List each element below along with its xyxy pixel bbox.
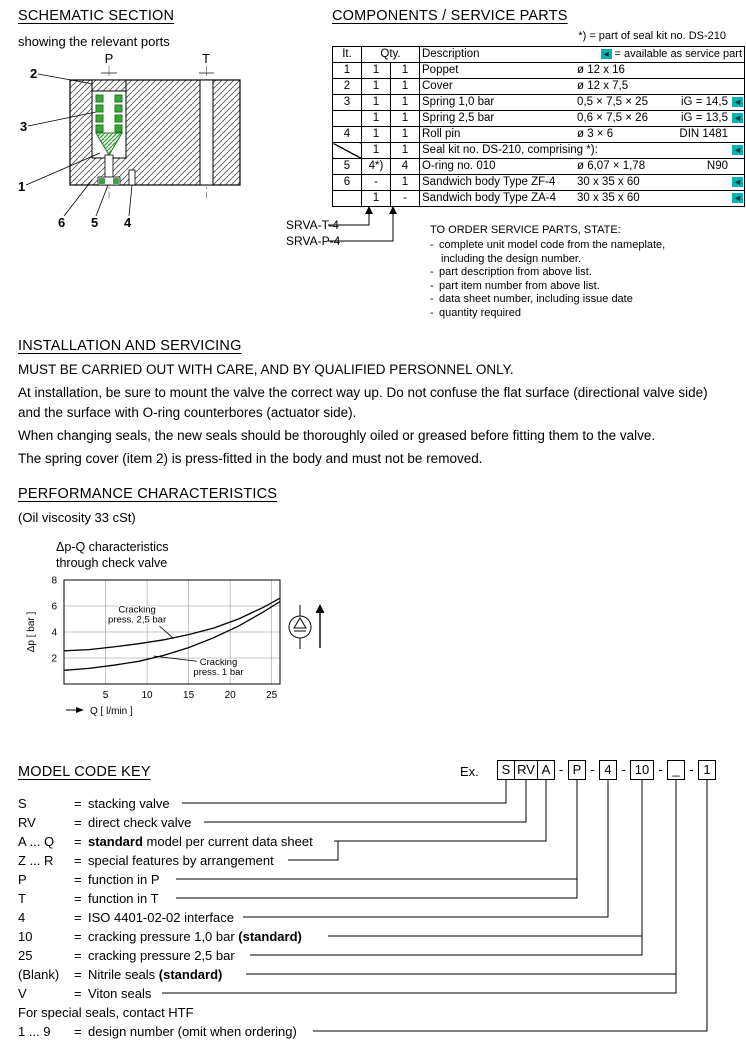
qty-p-cell: 1 [391,111,420,127]
svg-text:5: 5 [102,690,109,701]
parts-table-header [333,47,745,63]
qty-t-cell: 1 [362,63,391,79]
service-part-note-text: = available as service part [614,48,742,60]
variant-srva-t: SRVA-T-4 [286,218,339,232]
desc-cell: Cover ø 12 x 7,5 [420,79,745,95]
installation-paragraph: At installation, be sure to mount the valve the correct way up. Do not confuse the flat surface (directional valve side) and the surface with O-ring counterbores (actuator side). [18,385,708,420]
model-code-box-interface: 4 [599,760,617,780]
header-description [420,47,745,63]
item-cell [333,111,362,127]
model-code-key-list [18,794,438,1041]
variant-column-arrows [328,203,438,251]
performance-title: PERFORMANCE CHARACTERISTICS [18,486,278,502]
svg-text:press. 1 bar: press. 1 bar [193,667,244,679]
key-row: 10 = cracking pressure 1,0 bar (standard) [18,929,302,944]
model-code-box-valve-type: RV [514,760,538,780]
desc-cell: Roll pin ø 3 × 6 DIN 1481 [420,127,745,143]
model-code-box-function: P [568,760,586,780]
model-code-box-pressure: 10 [630,760,654,780]
schematic-drawing [12,50,272,235]
qty-t-cell: 1 [362,79,391,95]
components-title: COMPONENTS / SERVICE PARTS [332,8,568,24]
seal-kit-note: *) = part of seal kit no. DS-210 [578,30,726,42]
key-row: 4 = ISO 4401-02-02 interface [18,910,234,925]
order-item: - complete unit model code from the nameplate, [430,239,666,251]
table-row [333,127,745,143]
installation-paragraph: MUST BE CARRIED OUT WITH CARE, AND BY QUALIFIED PERSONNEL ONLY. [18,362,514,377]
item-cell [333,143,362,159]
item-cell: 1 [333,63,362,79]
desc-cell: Spring 2,5 bar 0,6 × 7,5 × 26 iG = 13,5 ◄ [420,111,745,127]
item-callout-2: 2 [30,66,38,81]
oring-part [100,179,105,184]
desc-cell: O-ring no. 010 ø 6,07 × 1,78 N90 [420,159,745,175]
order-item-cont: including the design number. [441,252,582,265]
svg-text:press. 2,5 bar: press. 2,5 bar [108,614,167,626]
viscosity-note: (Oil viscosity 33 cSt) [18,510,136,525]
chart-title-line1: Δp-Q characteristics [56,540,169,554]
variant-srva-p: SRVA-P-4 [286,234,341,248]
desc-cell: Spring 1,0 bar 0,5 × 7,5 × 25 iG = 14,5 ◄ [420,95,745,111]
roll-pin-part [129,170,135,185]
qty-p-cell: 1 [391,95,420,111]
service-part-arrow-icon: ◄ [733,113,742,123]
svg-text:25: 25 [266,690,278,701]
svg-text:15: 15 [183,690,195,701]
schematic-section-title: SCHEMATIC SECTION [18,8,175,24]
service-part-arrow-icon: ◄ [733,193,742,203]
qty-t-cell: 1 [362,143,391,159]
qty-t-cell: - [362,175,391,191]
code-separator: - [689,762,694,777]
model-code-box-seal: _ [667,760,685,780]
desc-cell: Poppet ø 12 x 16 [420,63,745,79]
item-cell: 3 [333,95,362,111]
model-code-box-design: 1 [698,760,716,780]
qty-t-cell: 1 [362,95,391,111]
svg-text:10: 10 [141,690,153,701]
key-row: A ... Q = standard model per current data sheet [18,834,313,849]
qty-p-cell: 1 [391,143,420,159]
qty-p-cell: 1 [391,63,420,79]
installation-title: INSTALLATION AND SERVICING [18,338,242,354]
order-instructions [430,224,730,320]
qty-p-cell: 1 [391,175,420,191]
model-code-title: MODEL CODE KEY [18,764,151,780]
key-row: Z ... R = special features by arrangement [18,853,274,868]
table-row [333,79,745,95]
installation-paragraph: When changing seals, the new seals should be thoroughly oiled or greased before fitting them to the valve. [18,428,656,443]
item-cell: 2 [333,79,362,95]
header-item: It. [333,47,362,63]
service-part-arrow-icon: ◄ [733,97,742,107]
key-row: (Blank) = Nitrile seals (standard) [18,967,223,982]
qty-t-cell: 1 [362,111,391,127]
installation-paragraph: The spring cover (item 2) is press-fitted in the body and must not be removed. [18,451,483,466]
installation-text [18,360,732,472]
service-part-arrow-icon: ◄ [733,145,742,155]
qty-t-cell: 4*) [362,159,391,175]
order-title: TO ORDER SERVICE PARTS, STATE: [430,224,621,236]
item-callout-4: 4 [124,215,132,230]
port-label-p: P [104,51,114,66]
item-cell: 6 [333,175,362,191]
service-part-note [601,47,742,62]
item-cell: 5 [333,159,362,175]
key-row: RV = direct check valve [18,815,192,830]
table-row [333,111,745,127]
table-row [333,63,745,79]
key-row: S = stacking valve [18,796,170,811]
qty-p-cell: 1 [391,127,420,143]
service-part-arrow-icon: ◄ [733,177,742,187]
key-row-special: For special seals, contact HTF [18,1005,194,1020]
key-row: T = function in T [18,891,159,906]
qty-p-cell: 1 [391,79,420,95]
qty-p-cell: - [391,191,420,207]
key-row: V = Viton seals [18,986,152,1001]
desc-cell: Sandwich body Type ZA-4 30 x 35 x 60 ◄ [420,191,745,207]
item-callout-6: 6 [58,215,66,230]
description-header-label: Description [422,48,480,60]
port-label-t: T [202,51,210,66]
item-callout-1: 1 [18,179,26,194]
code-separator: - [658,762,663,777]
item-cell: 4 [333,127,362,143]
check-valve-symbol [284,598,336,656]
svg-text:6: 6 [51,601,57,613]
order-item: - quantity required [430,306,521,319]
svg-text:8: 8 [51,575,57,587]
code-separator: - [590,762,595,777]
model-code-box-stacking: S [497,760,515,780]
svg-text:Q [ l/min ]: Q [ l/min ] [90,706,133,717]
header-qty: Qty. [362,47,420,63]
t-port-slot [200,80,213,185]
order-item: - data sheet number, including issue date [430,293,633,305]
qty-t-cell: 1 [362,191,391,207]
svg-text:20: 20 [224,690,236,701]
cover-part [92,80,126,91]
code-separator: - [621,762,626,777]
table-row [333,95,745,111]
schematic-subtitle: showing the relevant ports [18,34,170,49]
order-item: - part item number from above list. [430,279,600,292]
chart-title-line2: through check valve [56,556,168,570]
up-arrow-icon [389,206,397,214]
desc-cell: Sandwich body Type ZF-4 30 x 35 x 60 ◄ [420,175,745,191]
qty-p-cell: 4 [391,159,420,175]
example-label: Ex. [460,764,479,779]
service-part-arrow-icon: ◄ [601,49,611,59]
model-code-box-model: A [537,760,555,780]
item-callout-3: 3 [20,119,28,134]
svg-text:Cracking: Cracking [118,604,156,616]
key-row: 1 ... 9 = design number (omit when ordering) [18,1024,297,1039]
svg-text:Δp [ bar ]: Δp [ bar ] [26,611,37,653]
oring-part [114,179,119,184]
table-row [333,175,745,191]
parts-table [332,46,745,207]
svg-text:Cracking: Cracking [199,657,238,669]
key-row: P = function in P [18,872,160,887]
table-row [333,159,745,175]
up-arrow-icon [365,206,373,214]
table-row [333,143,745,159]
svg-text:2: 2 [51,653,57,665]
dp-q-chart [22,572,294,722]
desc-cell: Seal kit no. DS-210, comprising *): ◄ [420,143,745,159]
order-item: - part description from above list. [430,266,592,278]
key-row: 25 = cracking pressure 2,5 bar [18,948,235,963]
qty-t-cell: 1 [362,127,391,143]
code-separator: - [558,762,564,777]
item-callout-5: 5 [91,215,99,230]
svg-text:4: 4 [51,627,57,639]
